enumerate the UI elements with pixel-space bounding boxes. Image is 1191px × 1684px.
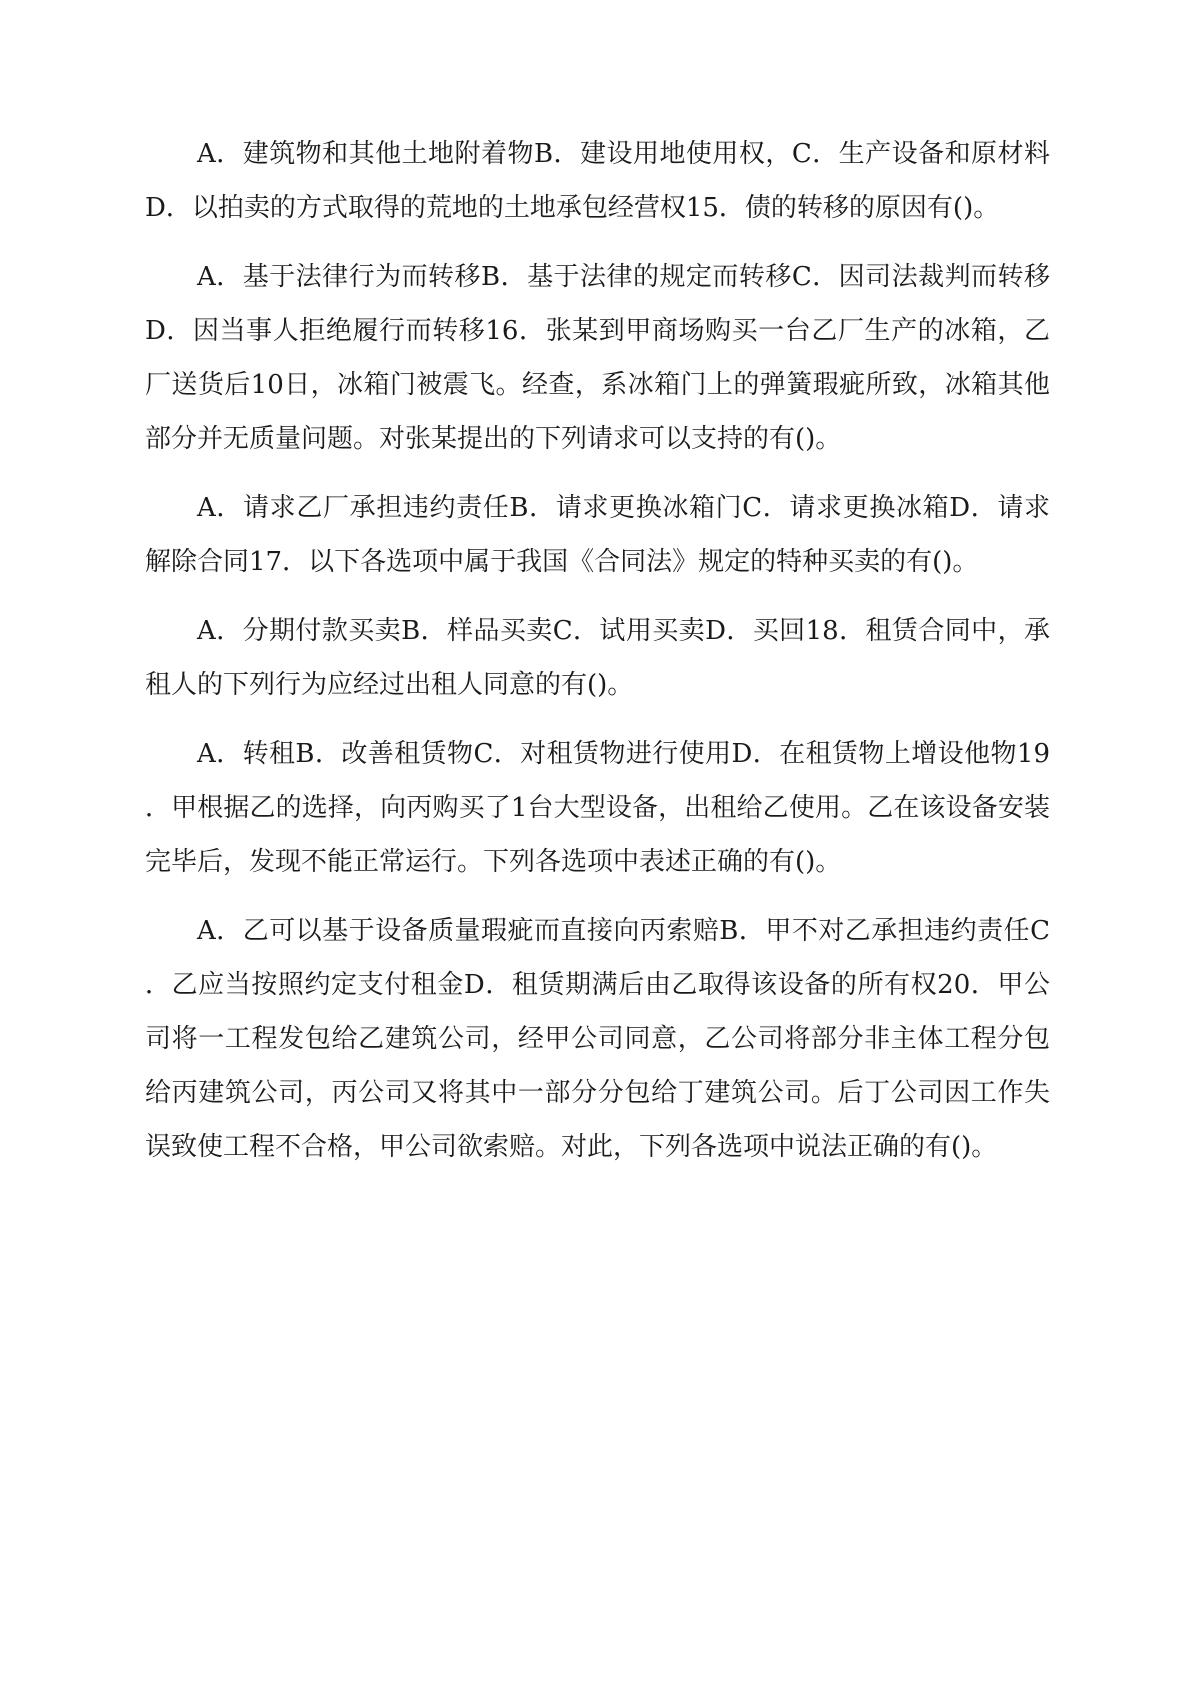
document-body xyxy=(145,127,1050,1189)
paragraph-q14-options: A．建筑物和其他土地附着物B．建设用地使用权，C．生产设备和原材料D．以拍卖的方式取得的荒地的土地承包经营权15．债的转移的原因有()。 xyxy=(145,139,1050,223)
paragraph-q17-options: A．分期付款买卖B．样品买卖C．试用买卖D．买回18．租赁合同中，承租人的下列行为应经过出租人同意的有()。 xyxy=(145,616,1050,700)
paragraph-q18-options: A．转租B．改善租赁物C．对租赁物进行使用D．在租赁物上增设他物19．甲根据乙的选择，向丙购买了1台大型设备，出租给乙使用。乙在该设备安装完毕后，发现不能正常运行。下列各选项中表述正确的有()。 xyxy=(145,739,1050,877)
paragraph-q19-options: A．乙可以基于设备质量瑕疵而直接向丙索赔B．甲不对乙承担违约责任C．乙应当按照约定支付租金D．租赁期满后由乙取得该设备的所有权20．甲公司将一工程发包给乙建筑公司，经甲公司同意，乙公司将部分非主体工程分包给丙建筑公司，丙公司又将其中一部分分包给丁建筑公司。后丁公司因工作失误致使工程不合格，甲公司欲索赔。对此，下列各选项中说法正确的有()。 xyxy=(145,916,1050,1162)
paragraph-q16-options: A．请求乙厂承担违约责任B．请求更换冰箱门C．请求更换冰箱D．请求解除合同17．以下各选项中属于我国《合同法》规定的特种买卖的有()。 xyxy=(145,493,1050,577)
paragraph-q15-options: A．基于法律行为而转移B．基于法律的规定而转移C．因司法裁判而转移D．因当事人拒绝履行而转移16．张某到甲商场购买一台乙厂生产的冰箱，乙厂送货后10日，冰箱门被震飞。经查，系冰箱门上的弹簧瑕疵所致，冰箱其他部分并无质量问题。对张某提出的下列请求可以支持的有()。 xyxy=(145,262,1050,454)
